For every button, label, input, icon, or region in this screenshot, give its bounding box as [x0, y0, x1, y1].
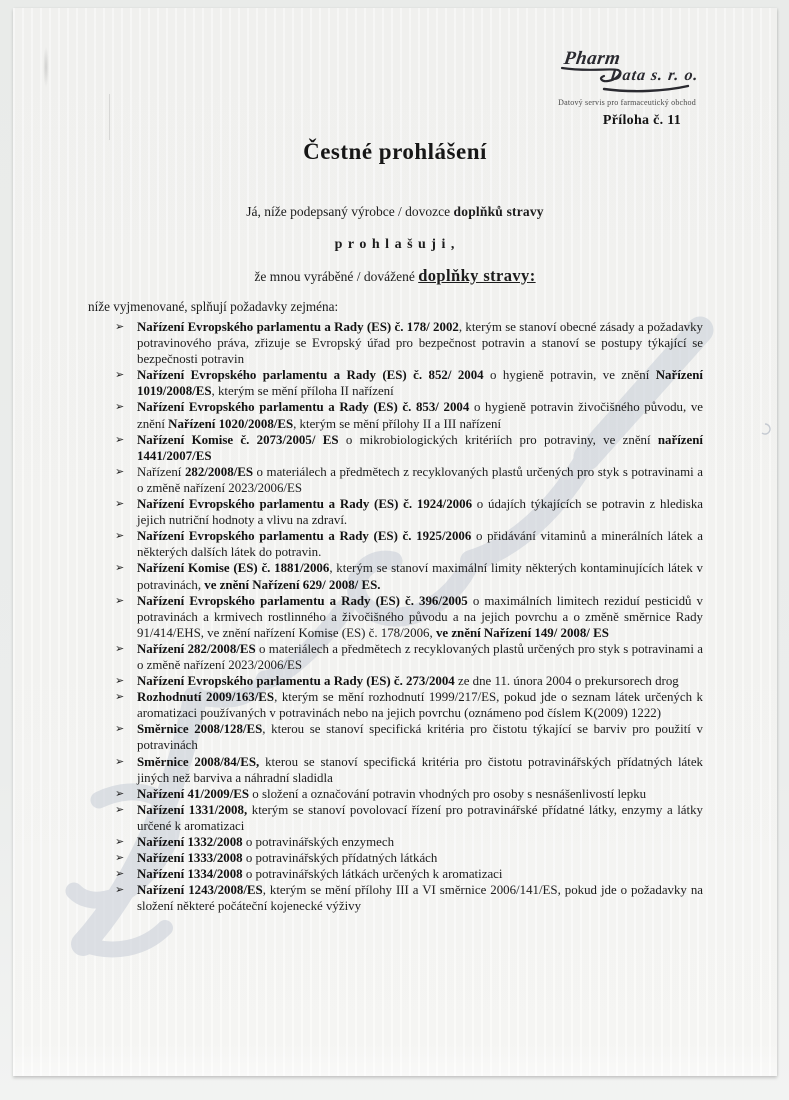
list-lead-text: níže vyjmenované, splňují požadavky zejména:	[88, 299, 339, 314]
arrow-bullet-icon: ➢	[115, 593, 125, 607]
arrow-bullet-icon: ➢	[115, 690, 125, 704]
regulation-item	[115, 786, 703, 802]
arrow-bullet-icon: ➢	[115, 786, 125, 800]
regulation-item-text: Nařízení Evropského parlamentu a Rady (ES) č. 852/ 2004 o hygieně potravin, ve znění Nařízení 1019/2008/ES, kterým se mění příloha II nařízení	[137, 368, 703, 399]
regulation-item	[115, 399, 703, 431]
declaration-word: p r o h l a š u j i ,	[334, 237, 456, 252]
regulation-item	[115, 319, 703, 367]
document-page	[13, 8, 777, 1076]
arrow-bullet-icon: ➢	[115, 674, 125, 688]
regulation-list	[115, 319, 703, 914]
document-title: Čestné prohlášení	[303, 139, 487, 164]
arrow-bullet-icon: ➢	[115, 400, 125, 414]
intro-line-1	[13, 204, 777, 220]
logo-word-pharm: Pharm	[562, 48, 622, 69]
logo-word-data: Data s. r. o.	[608, 67, 700, 84]
arrow-bullet-icon: ➢	[115, 320, 125, 333]
regulation-item	[115, 367, 703, 399]
regulation-item-text: Nařízení 1331/2008, kterým se stanoví povolovací řízení pro potravinářské přídatné látky, enzymy a látky určené k aromatizaci	[137, 802, 703, 833]
arrow-bullet-icon: ➢	[115, 867, 125, 881]
regulation-item-text: Nařízení Evropského parlamentu a Rady (ES) č. 1924/2006 o údajích týkajících se potravin z hlediska jejich nutriční hodnoty a vlivu na zdraví.	[137, 497, 703, 528]
regulation-item	[115, 593, 703, 641]
arrow-bullet-icon: ➢	[115, 464, 125, 478]
logo-tagline: Datový servis pro farmaceutický obchod	[558, 98, 696, 107]
regulation-item-text: Nařízení Evropského parlamentu a Rady (ES) č. 853/ 2004 o hygieně potravin živočišného původu, ve znění Nařízení 1020/2008/ES, kterým se mění přílohy II a III nařízení	[137, 400, 703, 431]
intro-line-1-bold: doplňků stravy	[453, 204, 544, 219]
regulation-item	[115, 496, 703, 528]
regulation-item-text: Nařízení Evropského parlamentu a Rady (ES) č. 1925/2006 o přidávání vitaminů a minerálních látek a některých dalších látek do potravin.	[137, 529, 704, 560]
regulation-item	[115, 432, 703, 464]
arrow-bullet-icon: ➢	[115, 835, 125, 848]
regulation-item	[115, 528, 703, 560]
regulation-item-text: Nařízení 282/2008/ES o materiálech a předmětech z recyklovaných plastů určených pro styk s potravinami a o změně nařízení 2023/2006/ES	[137, 464, 703, 495]
regulation-item	[115, 802, 703, 834]
regulation-item	[115, 673, 703, 689]
regulation-item	[115, 866, 703, 882]
regulation-item-text: Nařízení 41/2009/ES o složení a označování potravin vhodných pro osoby s nesnášenlivostí lepku	[137, 786, 647, 801]
regulation-item	[115, 754, 703, 786]
regulation-item-text: Směrnice 2008/84/ES, kterou se stanoví specifická kritéria pro čistotu potravinářských přídatných látek jiných než barviva a náhradní sladidla	[137, 754, 703, 785]
regulation-item-text: Nařízení Komise č. 2073/2005/ ES o mikrobiologických kritériích pro potraviny, ve znění nařízení 1441/2007/ES	[137, 432, 704, 463]
arrow-bullet-icon: ➢	[115, 641, 125, 655]
regulation-item-text: Nařízení Evropského parlamentu a Rady (ES) č. 273/2004 ze dne 11. února 2004 o prekursorech drog	[137, 674, 679, 689]
regulation-item-text: Rozhodnutí 2009/163/ES, kterým se mění rozhodnutí 1999/217/ES, pokud jde o seznam látek určených k aromatizaci používaných v potravinách nebo na jejich povrchu (oznámeno pod číslem K(2009) 1222)	[137, 690, 703, 721]
regulation-item-text: Nařízení 282/2008/ES o materiálech a předmětech z recyklovaných plastů určených pro styk s potravinami a o změně nařízení 2023/2006/ES	[137, 641, 703, 672]
arrow-bullet-icon: ➢	[115, 561, 125, 575]
regulation-item	[115, 560, 703, 592]
intro-line-2-text: že mnou vyráběné / dovážené	[254, 269, 419, 284]
regulation-item	[115, 464, 703, 496]
arrow-bullet-icon: ➢	[115, 432, 125, 446]
regulation-item	[115, 834, 703, 850]
regulation-item-text: Nařízení Evropského parlamentu a Rady (ES) č. 178/ 2002, kterým se stanoví obecné zásady a požadavky potravinového práva, zřizuje se Evropský úřad pro bezpečnost potravin a stanoví se postupy týkající se bezpečnosti potravin	[137, 320, 704, 367]
regulation-item-text: Nařízení 1334/2008 o potravinářských látkách určených k aromatizaci	[137, 867, 503, 882]
intro-line-1-text: Já, níže podepsaný výrobce / dovozce	[246, 204, 454, 219]
regulation-item-text: Nařízení 1333/2008 o potravinářských přídatných látkách	[137, 851, 438, 866]
regulation-item-text: Nařízení 1332/2008 o potravinářských enzymech	[137, 835, 395, 849]
scan-line-artifact	[109, 94, 110, 140]
regulation-item-text: Nařízení 1243/2008/ES, kterým se mění přílohy III a VI směrnice 2006/141/ES, pokud jde o požadavky na složení některé počáteční kojenecké výživy	[137, 883, 703, 914]
arrow-bullet-icon: ➢	[115, 851, 125, 865]
intro-line-2	[13, 266, 777, 286]
regulation-item-text: Směrnice 2008/128/ES, kterou se stanoví specifická kritéria pro čistotu týkající se barviv pro použití v potravinách	[137, 722, 703, 753]
regulation-item	[115, 689, 703, 721]
scan-smudge-artifact	[43, 46, 49, 88]
pharmdata-logo	[558, 48, 700, 96]
regulation-item	[115, 850, 703, 866]
regulation-item	[115, 641, 703, 673]
arrow-bullet-icon: ➢	[115, 529, 125, 543]
intro-line-2-bold: doplňky stravy:	[418, 266, 536, 285]
arrow-bullet-icon: ➢	[115, 754, 125, 768]
arrow-bullet-icon: ➢	[115, 368, 125, 382]
arrow-bullet-icon: ➢	[115, 802, 125, 816]
regulation-item-text: Nařízení Komise (ES) č. 1881/2006, kterým se stanoví maximální limity některých kontaminujících látek v potravinách, ve znění Nařízení 629/ 2008/ ES.	[137, 561, 703, 592]
company-logo-block	[558, 48, 700, 129]
pencil-curl-artifact	[762, 424, 770, 434]
arrow-bullet-icon: ➢	[115, 883, 125, 897]
regulation-item	[115, 721, 703, 753]
regulation-item	[115, 882, 703, 914]
attachment-number: Příloha č. 11	[602, 113, 682, 128]
arrow-bullet-icon: ➢	[115, 722, 125, 736]
arrow-bullet-icon: ➢	[115, 497, 125, 511]
regulation-item-text: Nařízení Evropského parlamentu a Rady (ES) č. 396/2005 o maximálních limitech reziduí pesticidů v potravinách a krmivech rostlinného a živočišného původu a na jejich povrchu a o změně směrnice Rady 91/414/EHS, ve znění nařízení Komise (ES) č. 178/2006, ve znění Nařízení 149/ 2008/ ES	[137, 593, 703, 640]
